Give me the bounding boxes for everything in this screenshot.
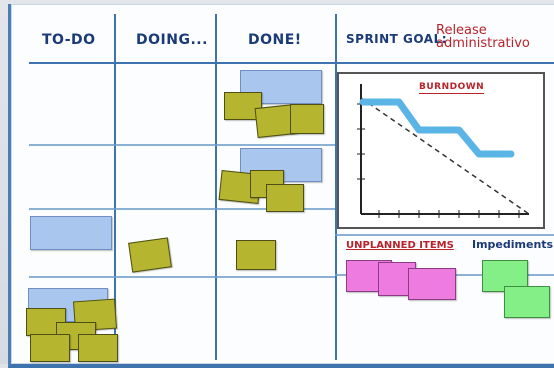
burndown-title: BURNDOWN <box>419 82 485 92</box>
done-header: DONE! <box>248 32 302 48</box>
done-card[interactable] <box>266 184 304 212</box>
impediment-card[interactable] <box>504 286 550 318</box>
todo-header: TO-DO <box>42 32 96 48</box>
sprint-goal-value: Release administrativo <box>436 23 530 51</box>
actual-line <box>363 102 511 154</box>
done-card[interactable] <box>290 104 324 134</box>
sprint-goal-label: SPRINT GOAL: <box>346 32 448 46</box>
row-divider <box>29 144 335 146</box>
doing-header: DOING... <box>136 32 208 48</box>
row-divider <box>335 234 554 236</box>
unplanned-items-label: UNPLANNED ITEMS <box>346 240 454 251</box>
header-divider <box>29 62 554 64</box>
row-divider <box>29 276 335 278</box>
burndown-chart <box>337 72 545 229</box>
todo-card[interactable] <box>78 334 118 362</box>
unplanned-card[interactable] <box>408 268 456 300</box>
todo-card[interactable] <box>30 216 112 250</box>
doing-card[interactable] <box>128 237 172 272</box>
impediments-label: Impediments <box>472 238 554 251</box>
todo-card[interactable] <box>30 334 70 362</box>
column-divider <box>215 14 217 360</box>
done-card[interactable] <box>236 240 276 270</box>
